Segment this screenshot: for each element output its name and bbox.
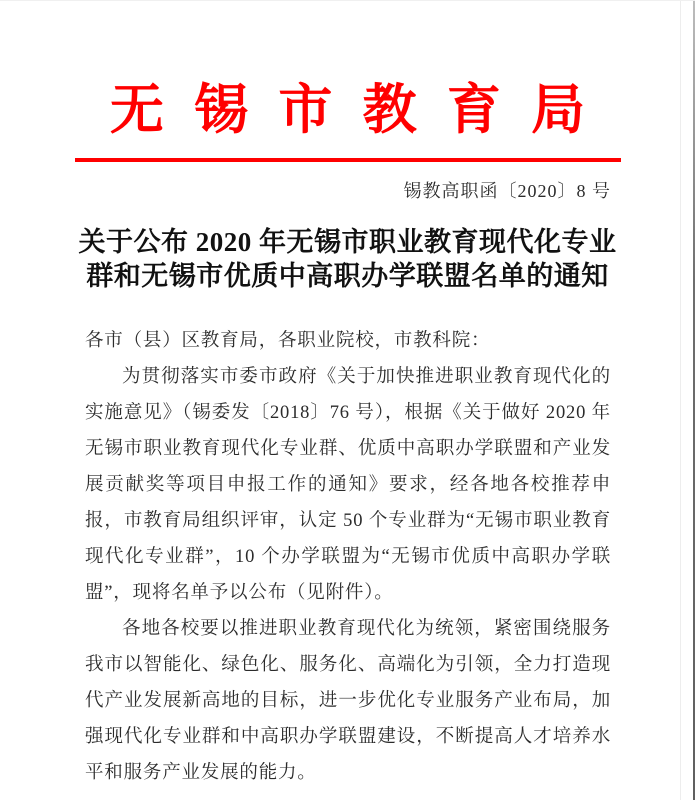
letterhead-divider: [75, 158, 621, 162]
letterhead: [0, 1, 695, 162]
body-paragraph: 各地各校要以推进职业教育现代化为统领，紧密围绕服务我市以智能化、绿色化、服务化、高端化为引领，全力打造现代产业发展新高地的目标，进一步优化专业服务产业布局，加强现代化专业群和中高职办学联盟建设，不断提高人才培养水平和服务产业发展的能力。: [85, 619, 611, 784]
body-paragraph: 为贯彻落实市委市政府《关于加快推进职业教育现代化的实施意见》（锡委发〔2018〕76 号），根据《关于做好 2020 年无锡市职业教育现代化专业群、优质中高职办学联盟和产业发展贡献奖等项目申报工作的通知》要求，经各地各校推荐申报，市教育局组织评审，认定 50 个专业群为“无锡市职业教育现代化专业群”，10 个办学联盟为“无锡市优质中高职办学联盟”，现将名单予以公布（见附件）。: [85, 367, 611, 604]
document-title-line2: 群和无锡市优质中高职办学联盟名单的通知: [86, 261, 609, 292]
document-number: 锡教高职函〔2020〕8 号: [403, 181, 611, 202]
document-title-line1: 关于公布 2020 年无锡市职业教育现代化专业: [78, 227, 617, 258]
agency-name: 无锡市教育局: [109, 80, 616, 140]
document-body: [0, 323, 695, 791]
salutation: 各市（县）区教育局，各职业院校，市教科院：: [85, 331, 491, 352]
page-margin-line: [680, 1, 681, 800]
document-title: [0, 225, 695, 293]
